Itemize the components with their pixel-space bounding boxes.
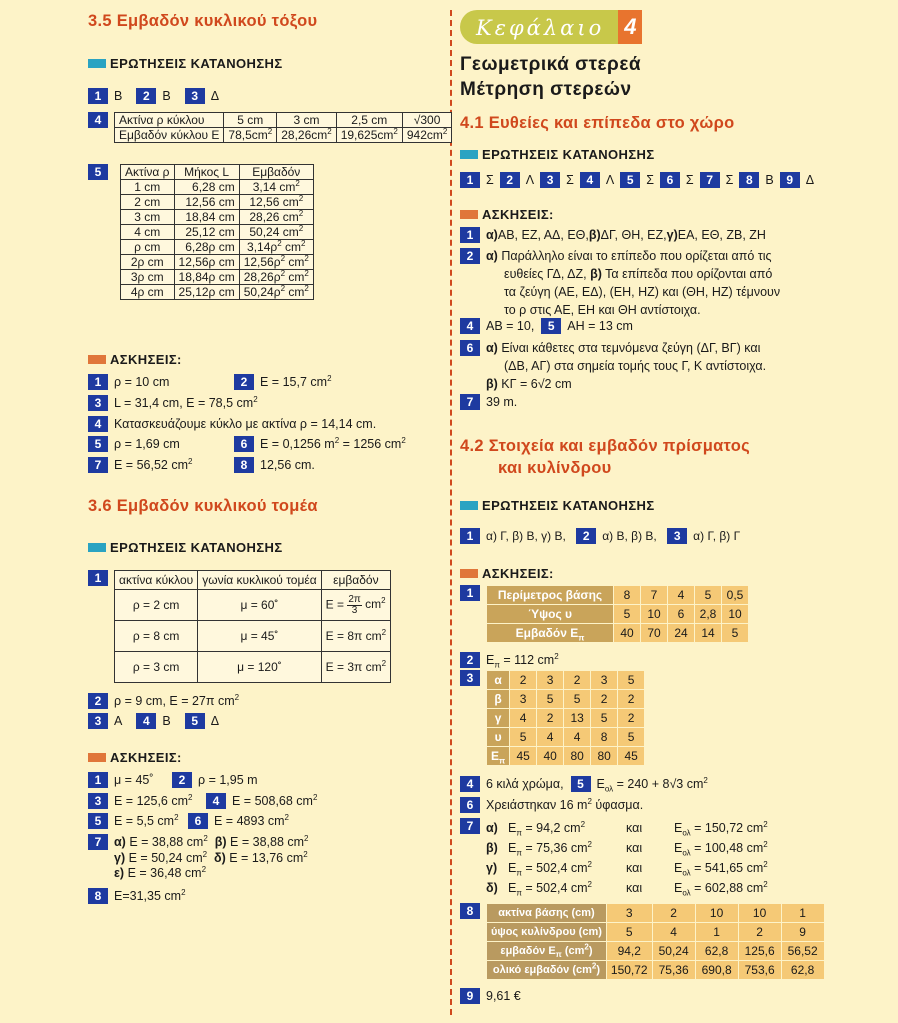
table-row: γ 4 2 13 5 2 — [487, 709, 645, 728]
answer: Δ — [210, 89, 220, 103]
question-number: 2 — [500, 172, 520, 188]
exercises-heading: ΑΣΚΗΣΕΙΣ: — [88, 352, 182, 367]
answer: Σ — [725, 173, 734, 187]
exercise-row: 7 39 m. — [460, 394, 517, 410]
exercises-heading: ΑΣΚΗΣΕΙΣ: — [460, 207, 554, 222]
table-row: 2ρ cm 12,56ρ cm $12,56\rho^2$ $cm^2$ — [121, 255, 314, 270]
orange-marker — [460, 569, 478, 578]
exercise-row: 3 Ε = 125,6 $cm^2$ 4 Ε = 508,68 $cm^2$ — [88, 793, 317, 809]
comprehension-questions-heading: ΕΡΩΤΗΣΕΙΣ ΚΑΤΑΝΟΗΣΗΣ — [88, 540, 283, 555]
orange-marker — [460, 210, 478, 219]
answers-row — [88, 88, 219, 104]
table-row: ρ = 2 cm μ = 60˚ Ε = $\frac{2\pi}{3}$ $cm^2$ — [115, 590, 391, 621]
table-row: 4 cm 25,12 cm 50,24 $cm^2$ — [121, 225, 314, 240]
exercise-row: 7 Ε = 56,52 $cm^2$ 8 12,56 cm. — [88, 457, 315, 473]
table-header-row: Ακτίνα ρ Μήκος L Εμβαδόν — [121, 165, 314, 180]
question-number: 5 — [88, 164, 108, 180]
answer: Σ — [685, 173, 694, 187]
chapter-banner — [460, 10, 642, 44]
chapter-number: 4 — [618, 10, 642, 44]
table-row: $E_\pi$ 45 40 80 80 45 — [487, 747, 645, 766]
section-3-5-title: 3.5 Εμβαδόν κυκλικού τόξου — [88, 12, 318, 30]
answers-row: 3 Α 4 Β 5 Δ — [88, 713, 219, 729]
exercise-1-block: 1 Περίμετρος βάσης 8 7 4 5 0,5 Ύψος υ 5 10 6 2,8 10 Εμβαδόν $E_\pi$ 40 70 24 14 5 — [460, 585, 749, 643]
table-row: υ 5 4 4 8 5 — [487, 728, 645, 747]
prism-table — [486, 585, 749, 643]
answer: Σ — [646, 173, 654, 187]
question-4-block — [88, 112, 452, 143]
table-row: 4ρ cm 25,12ρ cm $50,24\rho^2$ $cm^2$ — [121, 285, 314, 300]
section-4-1-title: 4.1 Ευθείες και επίπεδα στο χώρο — [460, 114, 735, 132]
orange-marker — [88, 355, 106, 364]
list-item: δ) $E_\pi = 502,4$ $cm^2$ και $E_{o\lambda} = 602,88$ $cm^2$ — [486, 879, 768, 898]
question-5-block — [88, 164, 314, 300]
answer: Σ — [486, 173, 494, 187]
table-row: 3 cm 18,84 cm 28,26 $cm^2$ — [121, 210, 314, 225]
exercise-row: 1 α) ΑΒ, ΕΖ, ΑΔ, ΕΘ, β) ΔΓ, ΘΗ, ΕΖ, γ) ΕΑ, ΕΘ, ΖΒ, ΖΗ — [460, 227, 766, 243]
question-number: 3 — [540, 172, 560, 188]
answer: Β — [162, 89, 171, 103]
table-row: ακτίνα βάσης (cm) 3 2 10 10 1 — [487, 904, 825, 923]
list-item: γ) $E_\pi = 502,4$ $cm^2$ και $E_{o\lambda} = 541,65$ $cm^2$ — [486, 859, 768, 878]
table-row: Περίμετρος βάσης 8 7 4 5 0,5 — [487, 586, 749, 605]
exercise-row: 9 9,61 € — [460, 988, 521, 1004]
prism-dimensions-table — [486, 670, 645, 766]
exercise-row: 4 6 κιλά χρώμα, 5 $E_{o\lambda} = 240 + 8√3$ $cm^2$ — [460, 776, 708, 792]
cylinder-table — [486, 903, 825, 980]
exercise-row: 5 ρ = 1,69 cm 6 Ε = 0,1256 $m^2 = 1256$ $cm^2$ — [88, 436, 406, 452]
question-number: 3 — [185, 88, 205, 104]
sector-area-table — [114, 570, 391, 683]
exercise-row: 6 Χρειάστηκαν 16 $m^2$ ύφασμα. — [460, 797, 643, 813]
question-number: 1 — [88, 88, 108, 104]
exercise-3-block: 3 α 2 3 2 3 5 β 3 5 5 2 2 γ 4 2 13 5 2 υ 5 4 4 8 5 $E_\pi$ 45 40 80 80 45 — [460, 670, 645, 766]
exercise-row: 8 Ε=31,35 $cm^2$ — [88, 888, 186, 904]
table-row: ρ = 3 cm μ = 120˚ Ε = 3π $cm^2$ — [115, 652, 391, 683]
comprehension-questions-heading: ΕΡΩΤΗΣΕΙΣ ΚΑΤΑΝΟΗΣΗΣ — [460, 498, 655, 513]
table-row: ρ cm 6,28ρ cm $3,14\rho^2$ $cm^2$ — [121, 240, 314, 255]
exercise-row: 3 L = 31,4 cm, Ε = 78,5 $cm^2$ — [88, 395, 258, 411]
question-number: 1 — [460, 172, 480, 188]
exercises-heading: ΑΣΚΗΣΕΙΣ: — [460, 566, 554, 581]
blue-marker — [460, 150, 478, 159]
question-number: 4 — [580, 172, 600, 188]
exercise-6-block: 6 α) Είναι κάθετες στα τεμνόμενα ζεύγη (ΔΓ, ΒΓ) και (ΔΒ, ΑΓ) στα σημεία τομής τους Γ, Κ αντίστοιχα. β) ΚΓ = 6√2 cm — [460, 339, 766, 393]
table-row: Εμβαδόν κύκλου Ε $78,5cm^2$ $28,26cm^2$ $19,625cm^2$ $942cm^2$ — [115, 128, 452, 143]
exercise-row: 4 Κατασκευάζουμε κύκλο με ακτίνα ρ = 14,14 cm. — [88, 416, 376, 432]
table-row: ολικό εμβαδόν $(cm^2)$ 150,72 75,36 690,8 753,6 62,8 — [487, 961, 825, 980]
answer: Β — [765, 173, 774, 187]
question-number: 8 — [739, 172, 759, 188]
exercise-row: 4 ΑΒ = 10, 5 ΑΗ = 13 cm — [460, 318, 633, 334]
exercise-8-block: 8 ακτίνα βάσης (cm) 3 2 10 10 1 ύψος κυλίνδρου (cm) 5 4 1 2 9 εμβαδόν $E_\pi$ $(cm^2)$ 94,2 50,24 62,8 125,6 56,52 ολικό εμβαδόν $(cm^2)$ 150,72 75,36 690,8 753,6 62,8 — [460, 903, 825, 980]
table-row: β 3 5 5 2 2 — [487, 690, 645, 709]
answers-row — [460, 172, 820, 188]
exercise-row: 5 Ε = 5,5 $cm^2$ 6 Ε = 4893 $cm^2$ — [88, 813, 289, 829]
section-3-6-title: 3.6 Εμβαδόν κυκλικού τομέα — [88, 497, 318, 515]
radius-length-area-table — [120, 164, 314, 300]
table-row: Ύψος υ 5 10 6 2,8 10 — [487, 605, 749, 624]
fraction: $\frac{2\pi}{3}$ — [348, 593, 361, 616]
exercise-7-block: 7 α) $E_\pi = 94,2$ $cm^2$ και $E_{o\lambda} = 150,72$ $cm^2$ β) $E_\pi = 75,36$ $cm^2$ και $E_{o\lambda} = 100,48$ $cm^2$ γ) $E_\pi = 502,4$ $cm^2$ και $E_{o\lambda} = 541,65$ $cm^2$ δ) $E_\pi = 502,4$ $cm^2$ και $E_{o\lambda} = 602,88$ $cm^2$ — [460, 818, 794, 898]
answer: Β — [114, 89, 123, 103]
circle-area-table — [114, 112, 452, 143]
answer: Σ — [566, 173, 574, 187]
blue-marker — [88, 543, 106, 552]
question-number: 7 — [700, 172, 720, 188]
table-row: Εμβαδόν $E_\pi$ 40 70 24 14 5 — [487, 624, 749, 643]
blue-marker — [460, 501, 478, 510]
table-row: 1 cm 6,28 cm 3,14 $cm^2$ — [121, 180, 314, 195]
chapter-label: Κεφάλαιο — [460, 10, 618, 44]
table-header-row: ακτίνα κύκλου γωνία κυκλικού τομέα εμβαδόν — [115, 571, 391, 590]
exercise-row: 2 $E_\pi = 112$ $cm^2$ — [460, 652, 559, 668]
exercise-2-block: 2 α) Παράλληλο είναι το επίπεδο που ορίζεται από τις ευθείες ΓΔ, ΔΖ, β) Τα επίπεδα που ορίζονται από τα ζεύγη (ΑΕ, ΕΔ), (ΕΗ, ΗΖ) και (ΘΗ, ΗΖ) τέμνουν το ρ στις ΑΕ, ΕΗ και ΘΗ αντίστοιχα. — [460, 247, 780, 319]
exercise-7-block: 7 α) Ε = 38,88 $cm^2$ β) Ε = 38,88 $cm^2$ γ) Ε = 50,24 $cm^2$ δ) Ε = 13,76 $cm^2$ ε) Ε = 36,48 $cm^2$ — [88, 834, 308, 880]
question-number: 9 — [780, 172, 800, 188]
table-row: εμβαδόν $E_\pi$ $(cm^2)$ 94,2 50,24 62,8 125,6 56,52 — [487, 942, 825, 961]
answer: Λ — [605, 173, 615, 187]
exercise-row: 1 ρ = 10 cm 2 Ε = 15,7 $cm^2$ — [88, 374, 332, 390]
exercise-row: 1 μ = 45˚ 2 ρ = 1,95 m — [88, 772, 258, 788]
list-item: α) $E_\pi = 94,2$ $cm^2$ και $E_{o\lambda} = 150,72$ $cm^2$ — [486, 819, 768, 838]
answers-row: 1 α) Γ, β) Β, γ) Β, 2 α) Β, β) Β, 3 α) Γ, β) Γ — [460, 528, 740, 544]
table-row: α 2 3 2 3 5 — [487, 671, 645, 690]
table-row: ύψος κυλίνδρου (cm) 5 4 1 2 9 — [487, 923, 825, 942]
table-row: ρ = 8 cm μ = 45˚ Ε = 8π $cm^2$ — [115, 621, 391, 652]
comprehension-questions-heading: ΕΡΩΤΗΣΕΙΣ ΚΑΤΑΝΟΗΣΗΣ — [88, 56, 283, 71]
list-item: β) $E_\pi = 75,36$ $cm^2$ και $E_{o\lambda} = 100,48$ $cm^2$ — [486, 839, 768, 858]
question-number: 2 — [136, 88, 156, 104]
table-row: 2 cm 12,56 cm 12,56 $cm^2$ — [121, 195, 314, 210]
question-number: 6 — [660, 172, 680, 188]
question-1-block: 1 ακτίνα κύκλου γωνία κυκλικού τομέα εμβαδόν ρ = 2 cm μ = 60˚ Ε = $\frac{2\pi}{3}$ $cm^2$ ρ = 8 cm μ = 45˚ Ε = 8π $cm^2$ ρ = 3 cm μ = 120˚ Ε = 3π $cm^2$ — [88, 570, 391, 683]
orange-marker — [88, 753, 106, 762]
table-row: 3ρ cm 18,84ρ cm $28,26\rho^2$ $cm^2$ — [121, 270, 314, 285]
chapter-title: Γεωμετρικά στερεά Μέτρηση στερεών — [460, 54, 642, 100]
answer: Δ — [805, 173, 815, 187]
column-divider — [450, 10, 452, 1015]
question-2-row: 2 ρ = 9 cm, Ε = 27π $cm^2$ — [88, 693, 239, 709]
exercises-heading: ΑΣΚΗΣΕΙΣ: — [88, 750, 182, 765]
question-number: 4 — [88, 112, 108, 128]
comprehension-questions-heading: ΕΡΩΤΗΣΕΙΣ ΚΑΤΑΝΟΗΣΗΣ — [460, 147, 655, 162]
section-4-2-title: 4.2 Στοιχεία και εμβαδόν πρίσματος και κυλίνδρου — [460, 437, 751, 477]
answer: Λ — [525, 173, 535, 187]
table-row: Ακτίνα ρ κύκλου 5 cm 3 cm 2,5 cm √300 — [115, 113, 452, 128]
blue-marker — [88, 59, 106, 68]
question-number: 5 — [620, 172, 640, 188]
